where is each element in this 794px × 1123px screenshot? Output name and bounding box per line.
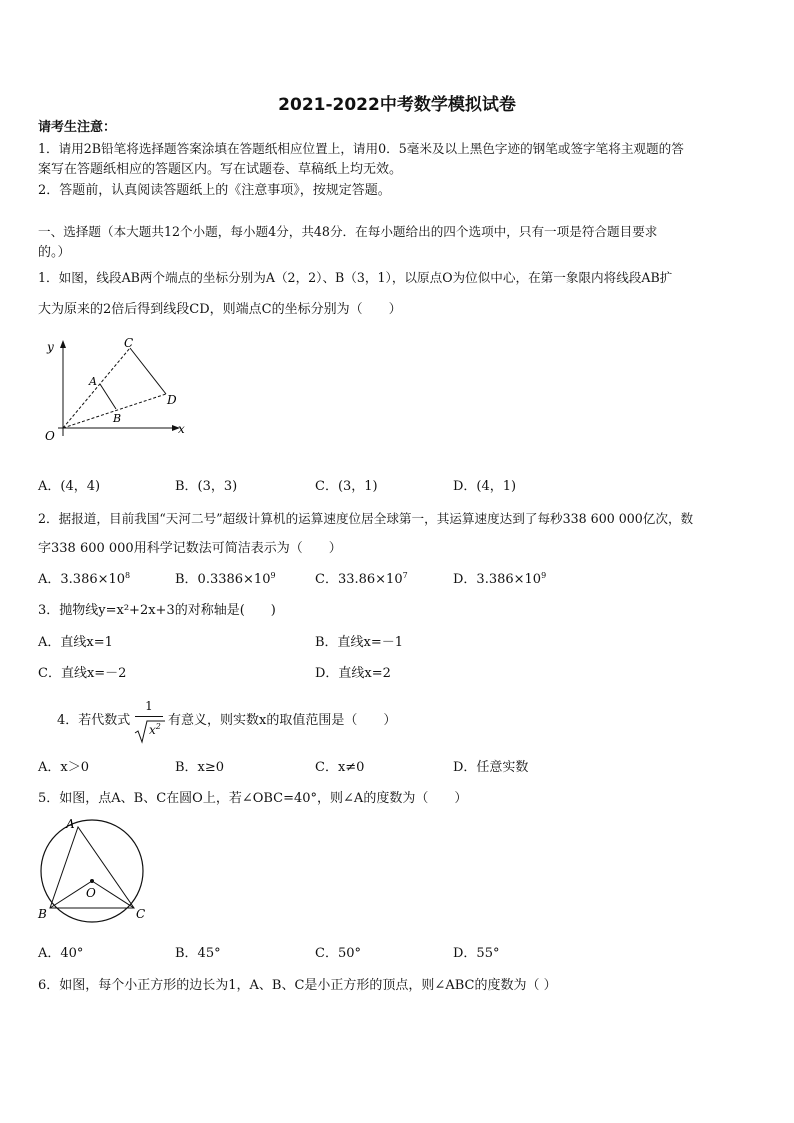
q2-stem-line-2: 字338 600 000用科学记数法可简洁表示为（ ）	[38, 541, 342, 556]
q4-fraction	[132, 699, 166, 745]
q5-center-point	[90, 879, 94, 883]
q1-option-c[interactable]: C．(3，1)	[315, 479, 378, 494]
q1-label-d: D	[167, 393, 177, 407]
q1-label-o: O	[45, 429, 55, 443]
q5-option-a[interactable]: A．40°	[38, 946, 84, 961]
q4-option-d[interactable]: D．任意实数	[453, 760, 529, 775]
q5-circle-figure	[36, 815, 152, 923]
q2-option-c[interactable]: C．$33.86\times 10^7$	[315, 571, 408, 587]
q1-label-a: A	[89, 375, 97, 388]
q3-stem: 3．抛物线y=x²+2x+3的对称轴是( )	[38, 603, 276, 618]
q1-segment-cd	[130, 348, 166, 394]
q1-coordinate-figure	[38, 336, 198, 446]
notice-heading: 请考生注意：	[38, 120, 117, 135]
q1-option-d[interactable]: D．(4，1)	[453, 479, 517, 494]
q1-option-a[interactable]: A．(4，4)	[38, 479, 101, 494]
q3-option-a[interactable]: A．直线x=1	[38, 635, 113, 650]
q5-option-d[interactable]: D．55°	[453, 946, 500, 961]
section-heading-line-2: 的。）	[38, 245, 71, 260]
q4-fraction-bar	[135, 716, 163, 717]
q4-option-c[interactable]: C．x≠0	[315, 760, 365, 775]
q4-option-a[interactable]: A．x＞0	[38, 760, 89, 775]
q5-option-b[interactable]: B．45°	[175, 946, 221, 961]
q1-label-b: B	[113, 412, 122, 425]
q6-stem: 6．如图，每个小正方形的边长为1，A、B、C是小正方形的顶点，则∠ABC的度数为（ ）	[38, 978, 557, 993]
q5-stem: 5．如图，点A、B、C在圆O上，若∠OBC=40°，则∠A的度数为（ ）	[38, 791, 468, 806]
q5-segment-oc	[92, 881, 134, 908]
q1-stem-line-1: 1．如图，线段AB两个端点的坐标分别为A（2，2）、B（3，1），以原点O为位似中心，在第一象限内将线段AB扩	[38, 270, 673, 285]
q1-label-x: x	[178, 422, 185, 436]
q4-fraction-numerator: 1	[145, 699, 153, 713]
q1-label-y: y	[47, 340, 54, 354]
q4-stem-after: 有意义，则实数x的取值范围是（ ）	[168, 713, 397, 728]
q5-label-c: C	[136, 907, 146, 921]
notice-item-1-line-2: 案写在答题纸相应的答题区内。写在试题卷、草稿纸上均无效。	[38, 162, 403, 177]
q1-stem-line-2: 大为原来的2倍后得到线段CD，则端点C的坐标分别为（ ）	[38, 302, 402, 317]
q1-y-axis-arrow	[60, 340, 66, 348]
q4-stem-before: 4．若代数式	[57, 713, 131, 728]
q5-label-b: B	[38, 907, 47, 921]
q3-option-b[interactable]: B．直线x=－1	[315, 635, 404, 650]
notice-item-2: 2．答题前，认真阅读答题纸上的《注意事项》，按规定答题。	[38, 183, 391, 198]
q1-option-b[interactable]: B．(3，3)	[175, 479, 238, 494]
q5-option-c[interactable]: C．50°	[315, 946, 361, 961]
notice-item-1-line-1: 1．请用2B铅笔将选择题答案涂填在答题纸相应位置上，请用0．5毫米及以上黑色字迹的钢笔或签字笔将主观题的答	[38, 141, 684, 156]
q2-option-b[interactable]: B．$0.3386\times 10^9$	[175, 571, 276, 587]
section-heading-line-1: 一、选择题（本大题共12个小题，每小题4分，共48分．在每小题给出的四个选项中，只有一项是符合题目要求	[38, 224, 658, 239]
q3-option-d[interactable]: D．直线x=2	[315, 666, 391, 681]
q1-label-c: C	[124, 336, 134, 350]
exam-title: 2021-2022中考数学模拟试卷	[278, 95, 516, 115]
q1-segment-ab	[100, 384, 116, 409]
q4-fraction-denominator: $x^2$	[149, 722, 161, 737]
q2-stem-line-1: 2．据报道，目前我国“天河二号”超级计算机的运算速度位居全球第一，其运算速度达到了每秒338 600 000亿次，数	[38, 511, 694, 526]
q5-circle-o	[41, 820, 146, 922]
q3-option-c[interactable]: C．直线x=－2	[38, 666, 127, 681]
q5-label-o: O	[86, 886, 96, 900]
q5-label-a: A	[66, 817, 75, 831]
q2-option-d[interactable]: D．$3.386\times 10^9$	[453, 571, 547, 587]
q2-option-a[interactable]: A．$3.386\times 10^8$	[38, 571, 131, 587]
q4-option-b[interactable]: B．x≥0	[175, 760, 225, 775]
